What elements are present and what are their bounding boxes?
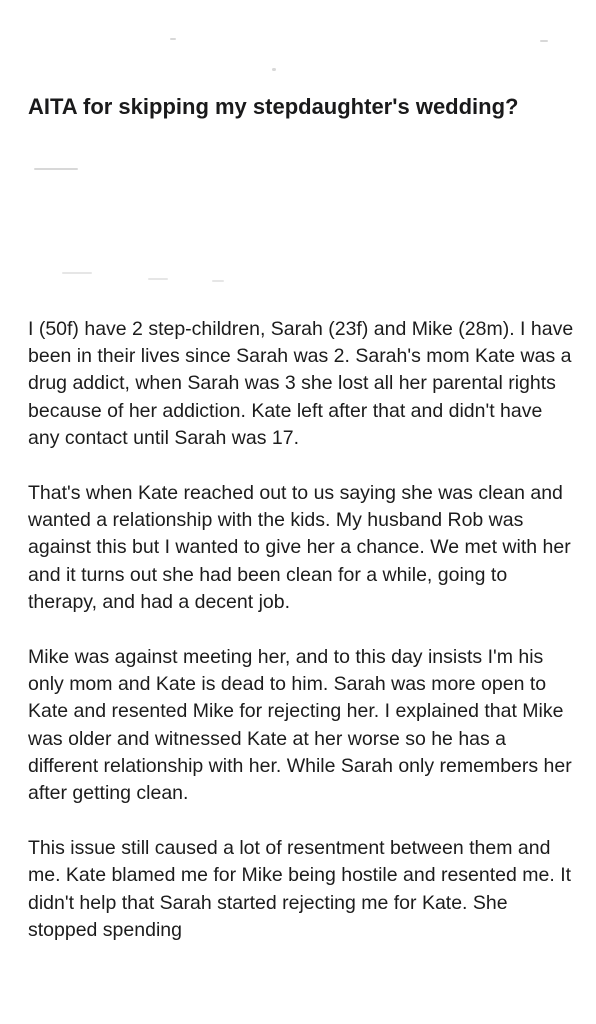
faint-mark: [34, 168, 78, 170]
post-paragraph: This issue still caused a lot of resentment between them and me. Kate blamed me for Mike being hostile and resented me. It didn't help that Sarah started rejecting me for Kate. She stopped spending: [28, 837, 572, 941]
post-paragraph: Mike was against meeting her, and to this day insists I'm his only mom and Kate is dead to him. Sarah was more open to Kate and resented Mike for rejecting her. I explained that Mike was older and witnessed Kate at her worse so he has a different relationship with her. While Sarah only remembers her after getting clean.: [28, 646, 572, 805]
post-paragraph: I (50f) have 2 step-children, Sarah (23f) and Mike (28m). I have been in their lives since Sarah was 2. Sarah's mom Kate was a drug addict, when Sarah was 3 she lost all her parental rights because of her addiction. Kate left after that and didn't have any contact until Sarah was 17.: [28, 318, 574, 449]
faint-mark: [62, 272, 92, 274]
faint-mark: [170, 38, 176, 40]
post-paragraph: That's when Kate reached out to us saying she was clean and wanted a relationship with the kids. My husband Rob was against this but I wanted to give her a chance. We met with her and it turns out she had been clean for a while, going to therapy, and had a decent job.: [28, 482, 571, 613]
post-body: [28, 316, 576, 972]
post-title: AITA for skipping my stepdaughter's wedding?: [28, 94, 519, 119]
faint-mark: [540, 40, 548, 42]
faint-mark: [272, 68, 276, 71]
faint-mark: [212, 280, 224, 282]
faint-mark: [148, 278, 168, 280]
